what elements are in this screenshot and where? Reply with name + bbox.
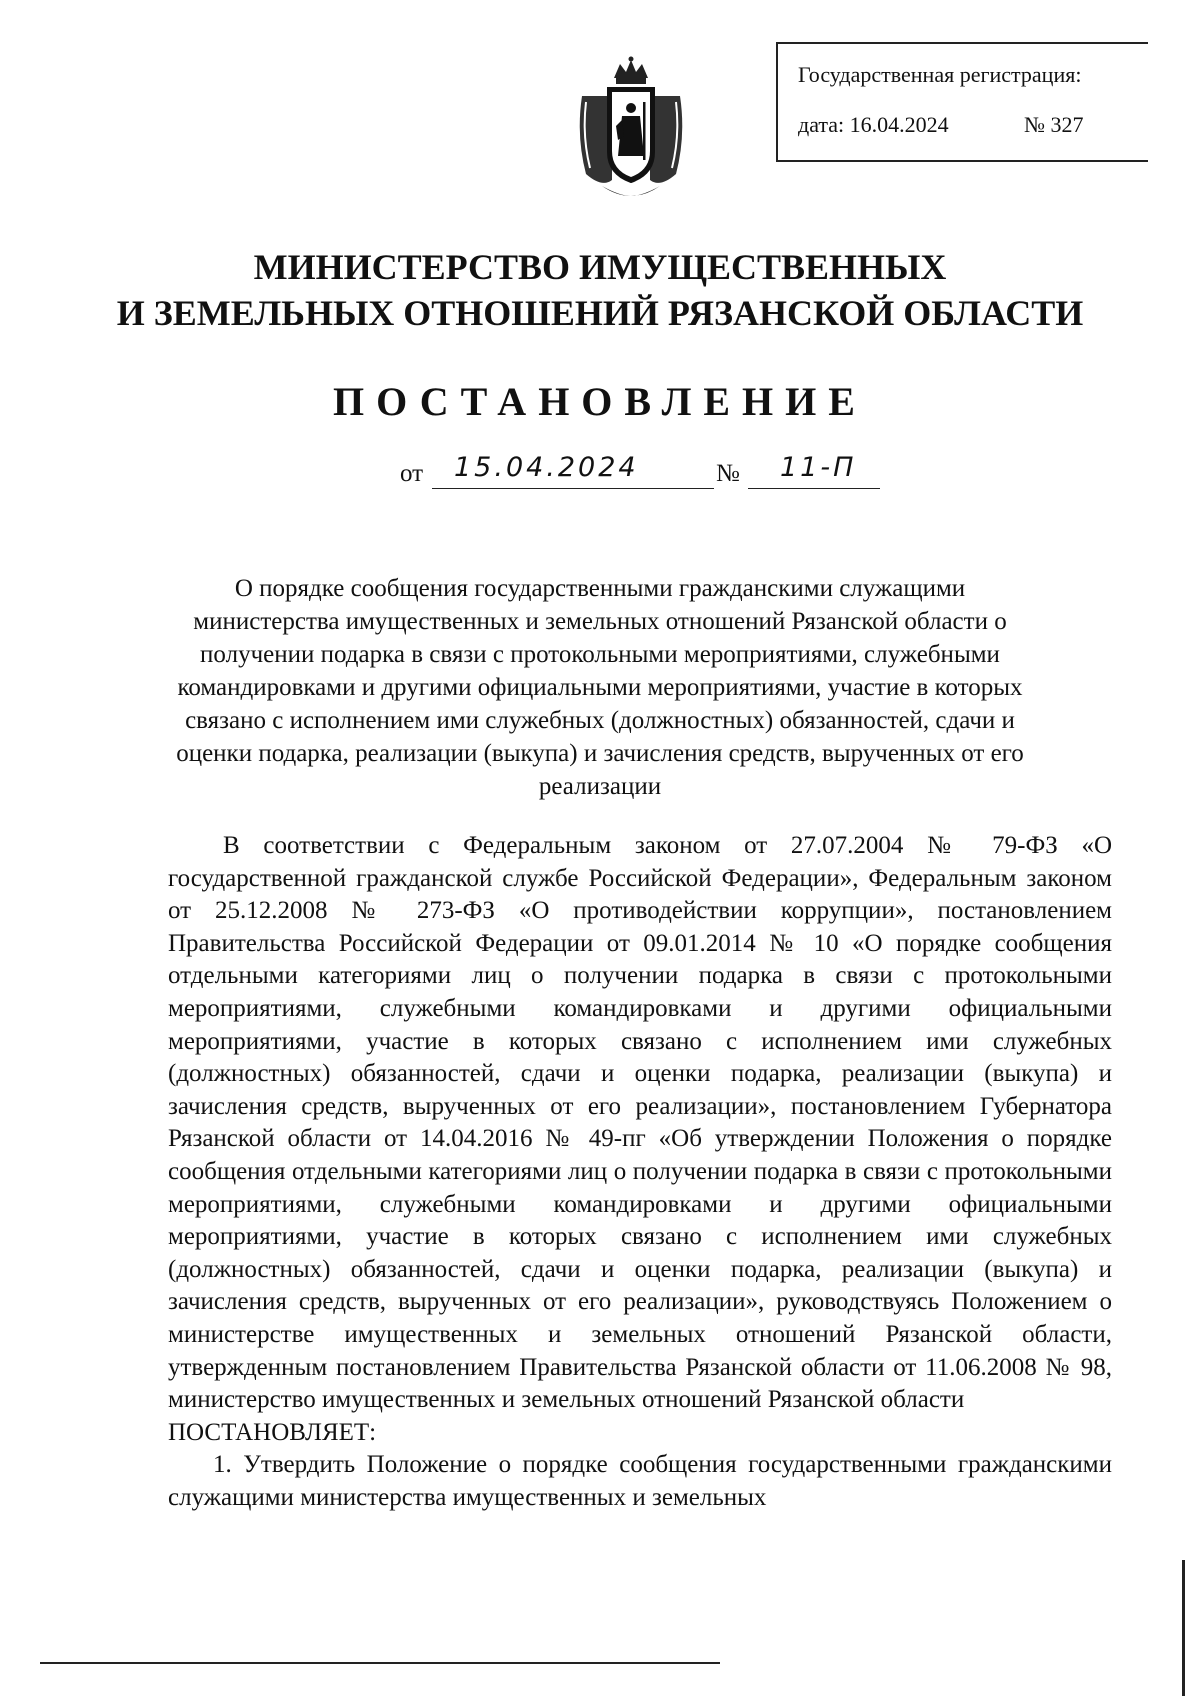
ministry-line-2: И ЗЕМЕЛЬНЫХ ОТНОШЕНИЙ РЯЗАНСКОЙ ОБЛАСТИ	[116, 293, 1084, 333]
date-number-row	[400, 452, 920, 500]
coat-of-arms-icon	[572, 56, 690, 206]
number-prefix: №	[716, 460, 740, 487]
document-subject: О порядке сообщения государственными гражданскими служащими министерства имущественных и земельных отношений Рязанской области о получении подарка в связи с протокольными мероприятиями, служебными командировками и другими официальными мероприятиями, участие в которых связано с исполнением ими служебных (должностных) обязанностей, сдачи и оценки подарка, реализации (выкупа) и зачисления средств, вырученных от его реализации	[176, 575, 1024, 800]
handwritten-date: 15.04.2024	[454, 452, 639, 483]
document-body	[168, 830, 1112, 1514]
ministry-heading	[0, 244, 1200, 336]
registration-number: № 327	[1024, 112, 1084, 137]
item-1-paragraph: 1. Утвердить Положение о порядке сообщения государственными гражданскими служащими министерства имущественных и земельных	[168, 1451, 1112, 1511]
handwritten-number: 11-П	[780, 452, 857, 483]
date-prefix: от	[400, 460, 424, 487]
footer-divider	[40, 1662, 720, 1664]
document-type: ПОСТАНОВЛЕНИЕ	[333, 379, 867, 424]
registration-stamp	[776, 42, 1148, 162]
date-underline	[432, 488, 714, 489]
scan-edge-mark	[1182, 1560, 1185, 1696]
ministry-line-1: МИНИСТЕРСТВО ИМУЩЕСТВЕННЫХ	[253, 247, 947, 287]
registration-title: Государственная регистрация:	[798, 62, 1082, 87]
number-underline	[748, 488, 880, 489]
resolves-keyword: ПОСТАНОВЛЯЕТ:	[168, 1418, 377, 1446]
preamble-paragraph: В соответствии с Федеральным законом от 27.07.2004 № 79-ФЗ «О государственной гражданской службе Российской Федерации», Федеральным законом от 25.12.2008 № 273-ФЗ «О противодействии коррупции», постановлением Правительства Российской Федерации от 09.01.2014 № 10 «О порядке сообщения отдельными категориями лиц о получении подарка в связи с протокольными мероприятиями, служебными командировками и другими официальными мероприятиями, участие в которых связано с исполнением ими служебных (должностных) обязанностей, сдачи и оценки подарка, реализации (выкупа) и зачисления средств, вырученных от его реализации», постановлением Губернатора Рязанской области от 14.04.2016 № 49-пг «Об утверждении Положения о порядке сообщения отдельными категориями лиц о получении подарка в связи с протокольными мероприятиями, служебными командировками и другими официальными мероприятиями, участие в которых связано с исполнением ими служебных (должностных) обязанностей, сдачи и оценки подарка, реализации (выкупа) и зачисления средств, вырученных от его реализации», руководствуясь Положением о министерстве имущественных и земельных отношений Рязанской области, утвержденным постановлением Правительства Рязанской области от 11.06.2008 № 98, министерство имущественных и земельных отношений Рязанской области	[168, 832, 1112, 1414]
registration-date: дата: 16.04.2024	[798, 112, 949, 137]
